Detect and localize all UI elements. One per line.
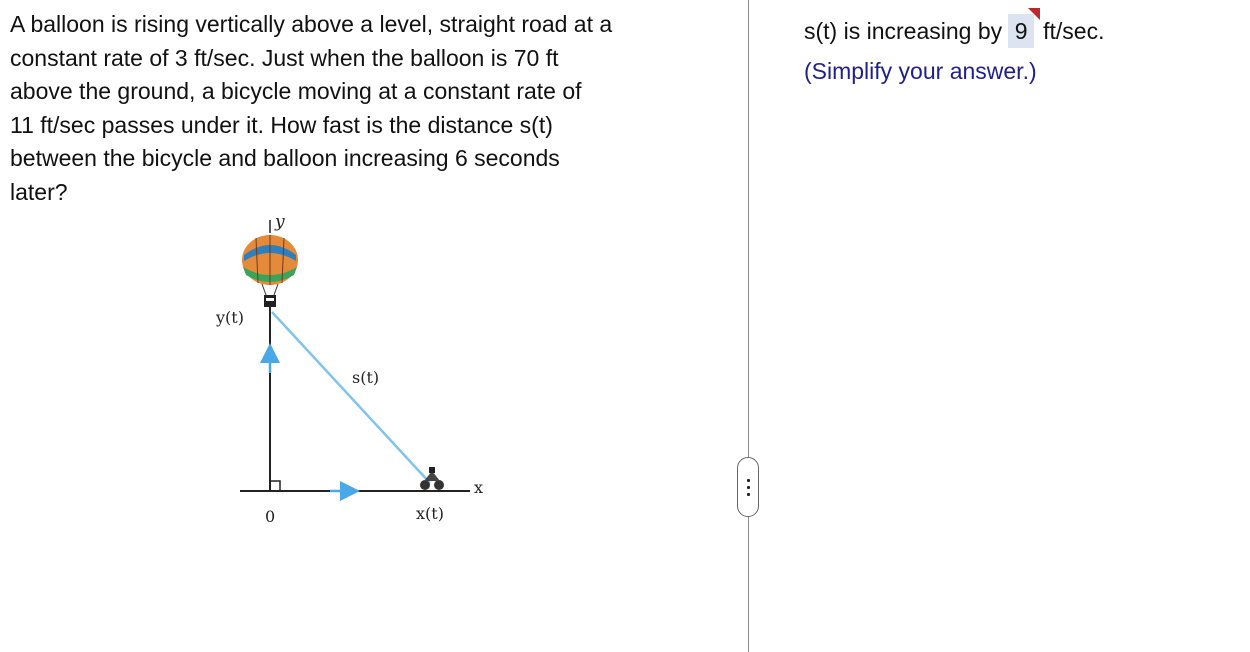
bicycle-icon — [420, 467, 444, 490]
answer-unit: ft/sec. — [1043, 18, 1105, 44]
answer-prefix: s(t) is increasing by — [804, 18, 1003, 44]
simplify-hint: (Simplify your answer.) — [804, 58, 1037, 84]
y-axis-label: y — [275, 212, 285, 232]
bicycle-position-label: x(t) — [416, 504, 444, 523]
question-line: constant rate of 3 ft/sec. Just when the balloon is 70 ft — [10, 44, 559, 71]
splitter-handle[interactable] — [737, 457, 759, 517]
answer-panel — [804, 14, 1234, 88]
handle-dot — [747, 479, 750, 482]
question-line: A balloon is rising vertically above a level, straight road at a — [10, 11, 613, 37]
question-line: later? — [10, 178, 68, 205]
question-line: above the ground, a bicycle moving at a constant rate of — [10, 78, 582, 104]
handle-dot — [747, 493, 750, 496]
question-line: between the bicycle and balloon increasing 6 seconds — [10, 145, 560, 171]
balloon-icon — [242, 235, 298, 307]
incorrect-flag-icon — [1028, 8, 1040, 20]
answer-line — [804, 14, 1234, 48]
answer-input[interactable] — [1008, 14, 1034, 48]
answer-value: 9 — [1014, 18, 1028, 44]
distance-line — [272, 312, 430, 483]
balloon-bicycle-figure — [200, 205, 500, 535]
handle-dot — [747, 486, 750, 489]
question-line: 11 ft/sec passes under it. How fast is the distance s(t) — [10, 111, 553, 138]
x-axis-label: x — [474, 478, 484, 497]
distance-label: s(t) — [352, 368, 380, 387]
right-angle-marker — [270, 481, 280, 491]
origin-label: 0 — [265, 507, 276, 526]
balloon-height-label: y(t) — [216, 308, 244, 327]
panel-divider — [748, 0, 749, 652]
question-text — [10, 8, 725, 209]
